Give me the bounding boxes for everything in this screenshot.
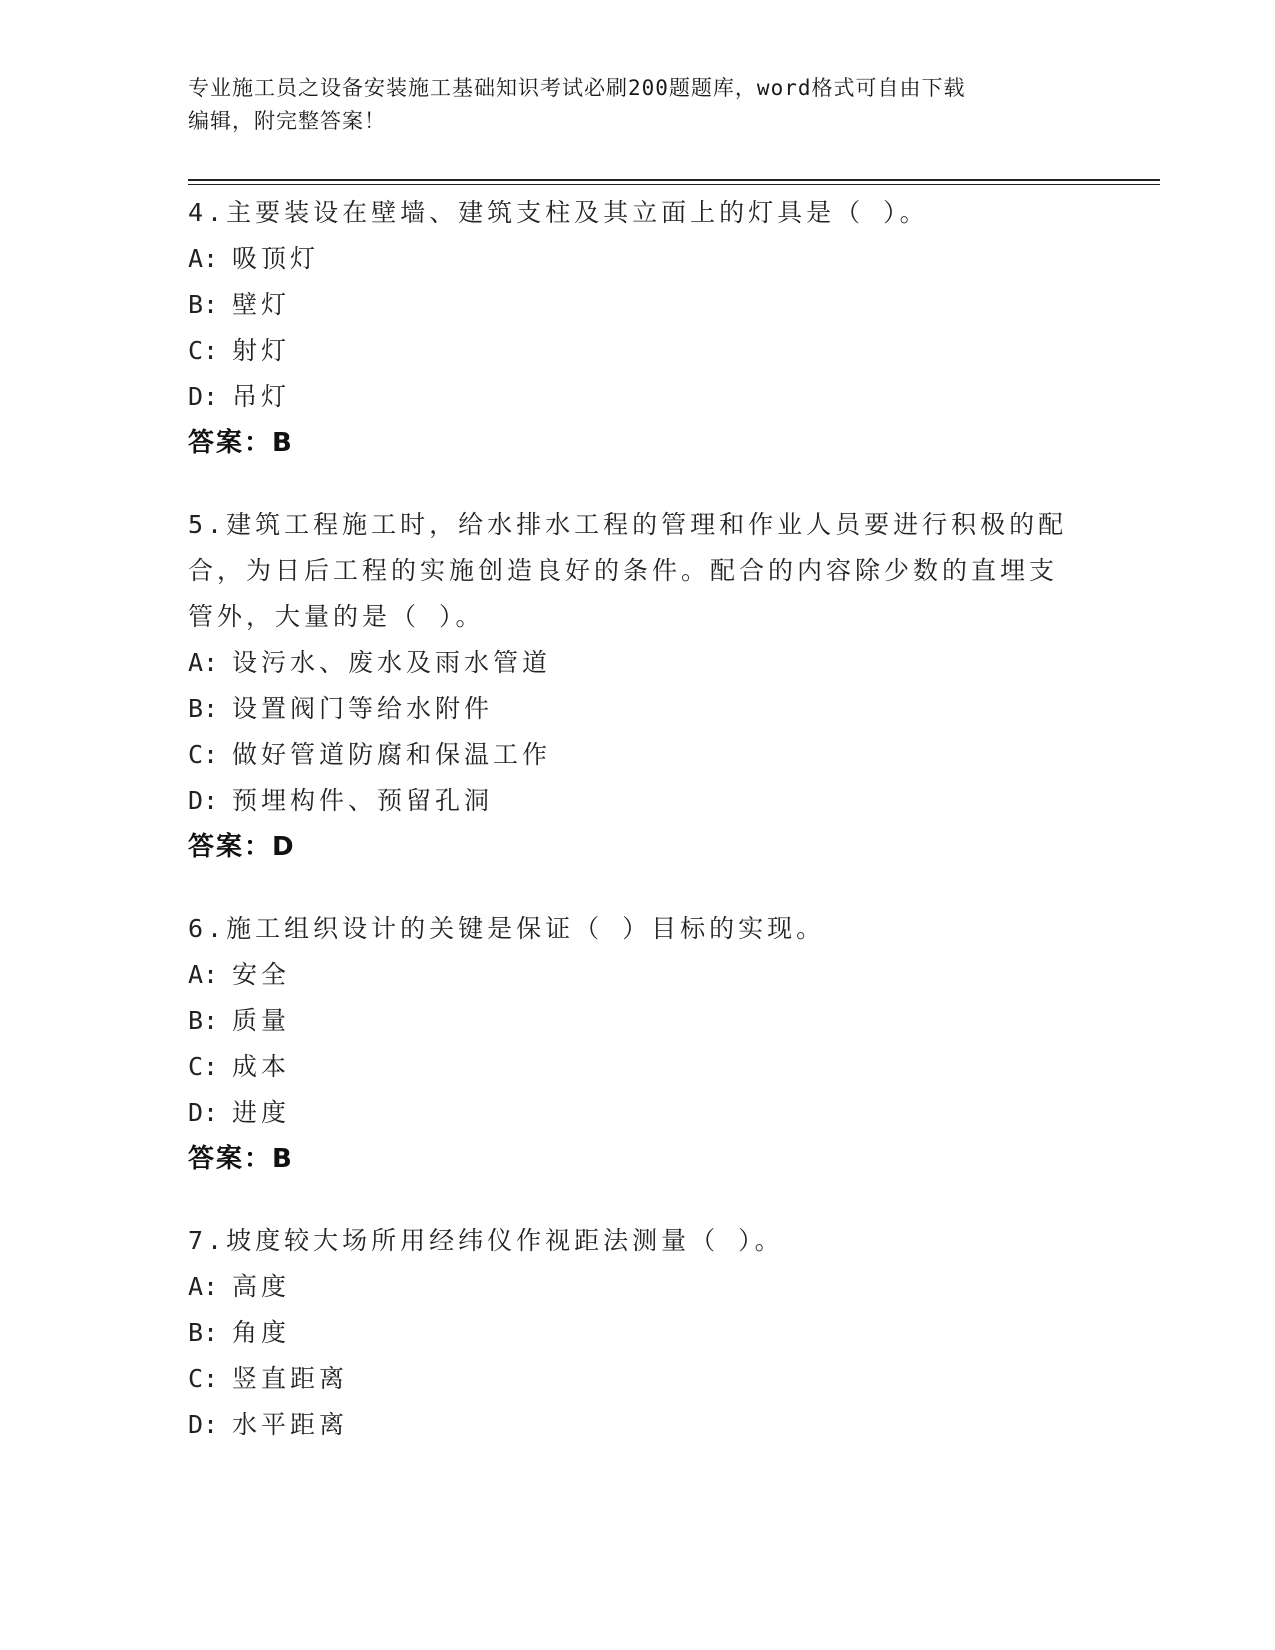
- option-text: 设污水、废水及雨水管道: [232, 648, 552, 677]
- option-a: [188, 640, 1068, 686]
- question-block: [188, 190, 1068, 466]
- header-line-2: 编辑，附完整答案！: [188, 109, 386, 133]
- option-d: [188, 374, 1068, 420]
- header-divider-thin: [188, 184, 1160, 185]
- option-b: [188, 998, 1068, 1044]
- option-text: 做好管道防腐和保温工作: [232, 740, 552, 769]
- option-label: C:: [188, 1364, 219, 1393]
- option-label: C:: [188, 336, 219, 365]
- option-label: B:: [188, 1006, 219, 1035]
- option-d: [188, 1402, 1068, 1448]
- option-label: D:: [188, 1410, 219, 1439]
- option-d: [188, 1090, 1068, 1136]
- option-text: 安全: [232, 960, 291, 989]
- option-text: 角度: [232, 1318, 291, 1347]
- question-block: [188, 906, 1068, 1182]
- option-a: [188, 952, 1068, 998]
- option-c: [188, 1356, 1068, 1402]
- option-text: 竖直距离: [232, 1364, 349, 1393]
- option-label: D:: [188, 382, 219, 411]
- option-b: [188, 1310, 1068, 1356]
- question-block: [188, 502, 1068, 870]
- option-label: C:: [188, 740, 219, 769]
- option-label: B:: [188, 694, 219, 723]
- header-divider-thick: [188, 179, 1160, 181]
- document-header: [188, 72, 1068, 138]
- option-text: 吊灯: [232, 382, 291, 411]
- option-label: A:: [188, 960, 219, 989]
- option-a: [188, 236, 1068, 282]
- option-label: D:: [188, 786, 219, 815]
- option-label: A:: [188, 244, 219, 273]
- option-text: 设置阀门等给水附件: [232, 694, 494, 723]
- option-text: 射灯: [232, 336, 291, 365]
- option-b: [188, 282, 1068, 328]
- header-line-1: 专业施工员之设备安装施工基础知识考试必刷200题题库，word格式可自由下载: [188, 76, 966, 100]
- option-a: [188, 1264, 1068, 1310]
- option-text: 预埋构件、预留孔洞: [232, 786, 494, 815]
- option-text: 进度: [232, 1098, 291, 1127]
- question-stem: 6.施工组织设计的关键是保证（ ）目标的实现。: [188, 914, 826, 943]
- question-block: [188, 1218, 1068, 1448]
- option-b: [188, 686, 1068, 732]
- option-text: 质量: [232, 1006, 291, 1035]
- option-text: 高度: [232, 1272, 291, 1301]
- question-list: [188, 190, 1068, 1484]
- option-text: 水平距离: [232, 1410, 349, 1439]
- option-label: A:: [188, 1272, 219, 1301]
- option-label: B:: [188, 1318, 219, 1347]
- answer-line: 答案：B: [188, 1144, 294, 1174]
- question-stem: 5.建筑工程施工时，给水排水工程的管理和作业人员要进行积极的配合，为日后工程的实施创造良好的条件。配合的内容除少数的直埋支管外，大量的是（ ）。: [188, 510, 1068, 631]
- question-stem: 7.坡度较大场所用经纬仪作视距法测量（ ）。: [188, 1226, 784, 1255]
- option-d: [188, 778, 1068, 824]
- question-stem: 4.主要装设在壁墙、建筑支柱及其立面上的灯具是（ ）。: [188, 198, 929, 227]
- option-text: 成本: [232, 1052, 291, 1081]
- answer-line: 答案：B: [188, 428, 294, 458]
- option-text: 吸顶灯: [232, 244, 320, 273]
- option-label: B:: [188, 290, 219, 319]
- answer-line: 答案：D: [188, 832, 296, 862]
- option-text: 壁灯: [232, 290, 291, 319]
- option-c: [188, 1044, 1068, 1090]
- option-c: [188, 328, 1068, 374]
- option-c: [188, 732, 1068, 778]
- option-label: C:: [188, 1052, 219, 1081]
- option-label: A:: [188, 648, 219, 677]
- option-label: D:: [188, 1098, 219, 1127]
